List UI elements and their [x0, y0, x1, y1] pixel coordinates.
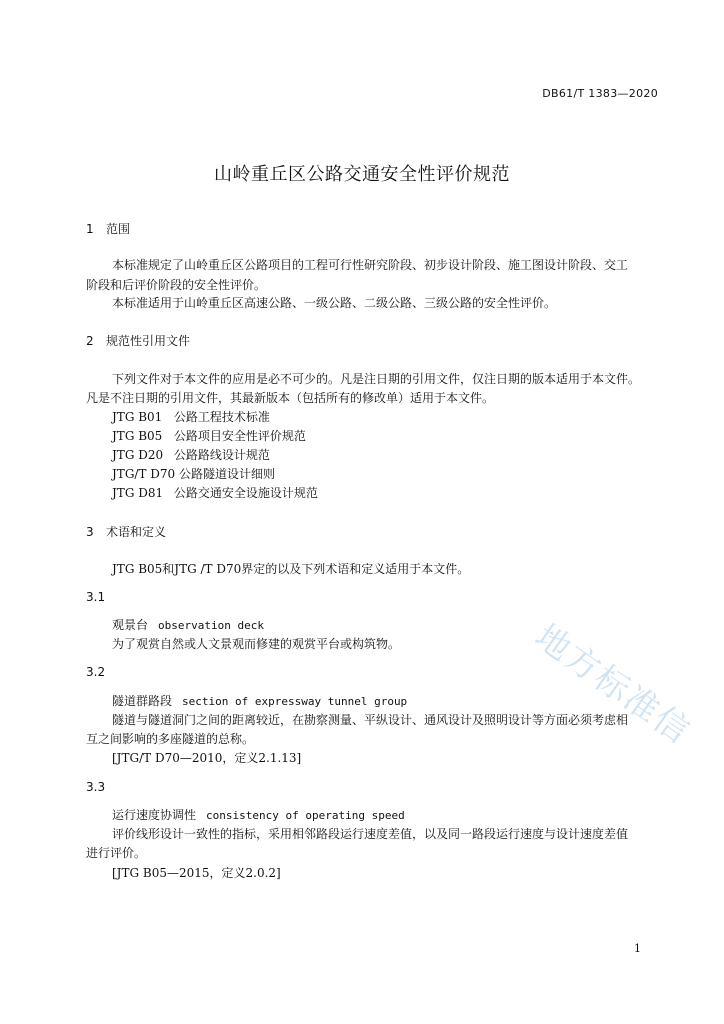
reference-item: [112, 427, 306, 445]
term-heading: [112, 616, 264, 635]
section-heading-terms-definitions: [86, 523, 166, 540]
term-english: consistency of operating speed: [206, 809, 405, 822]
term-definition-line: 互之间影响的多座隧道的总称。: [86, 732, 255, 746]
section-number: 1: [86, 222, 94, 236]
reference-item: [112, 408, 270, 426]
reference-name: 公路交通安全设施设计规范: [173, 486, 318, 500]
reference-item: [112, 465, 275, 483]
reference-item: [112, 446, 270, 464]
paragraph-line: 阶段和后评价阶段的安全性评价。: [86, 278, 267, 292]
section-title: 范围: [106, 222, 131, 236]
paragraph-line: 本标准适用于山岭重丘区高速公路、一级公路、二级公路、三级公路的安全性评价。: [112, 296, 557, 310]
term-heading: [112, 692, 407, 711]
reference-code: JTG D81: [112, 486, 164, 500]
paragraph-line: 下列文件对于本文件的应用是必不可少的。凡是注日期的引用文件，仅注日期的版本适用于本文件。: [112, 372, 641, 386]
term-definition-line: 隧道与隧道洞门之间的距离较近，在勘察测量、平纵设计、通风设计及照明设计等方面必须考虑相: [112, 713, 629, 727]
term-english: observation deck: [158, 619, 264, 632]
section-number: 3: [86, 525, 94, 539]
reference-item: [112, 484, 318, 502]
section-heading-normative-references: [86, 332, 190, 349]
reference-code: JTG/T D70: [112, 467, 176, 481]
document-title: 山岭重丘区公路交通安全性评价规范: [214, 164, 510, 185]
clause-number: 3.2: [86, 665, 106, 679]
section-title: 规范性引用文件: [106, 334, 191, 348]
term-english: section of expressway tunnel group: [182, 695, 408, 708]
term-definition-line: 为了观赏自然或人文景观而修建的观赏平台或构筑物。: [112, 637, 401, 651]
watermark: 地方标准信: [527, 616, 698, 753]
clause-number: 3.3: [86, 780, 106, 794]
reference-name: 公路隧道设计细则: [178, 467, 275, 481]
term-source: [JTG/T D70—2010，定义2.1.13]: [112, 751, 302, 765]
term-definition-line: 进行评价。: [86, 846, 147, 860]
reference-code: JTG B05: [112, 429, 163, 443]
term-chinese: 运行速度协调性: [112, 808, 197, 822]
clause-number: 3.1: [86, 590, 106, 604]
reference-name: 公路路线设计规范: [173, 448, 270, 462]
term-chinese: 隧道群路段: [112, 694, 173, 708]
standard-code: DB61/T 1383—2020: [542, 87, 658, 100]
section-number: 2: [86, 334, 94, 348]
reference-name: 公路工程技术标准: [173, 410, 270, 424]
paragraph-line: 本标准规定了山岭重丘区公路项目的工程可行性研究阶段、初步设计阶段、施工图设计阶段、交工: [112, 258, 629, 272]
paragraph-line: 凡是不注日期的引用文件，其最新版本（包括所有的修改单）适用于本文件。: [86, 391, 495, 405]
term-source: [JTG B05—2015，定义2.0.2]: [112, 866, 281, 880]
section-title: 术语和定义: [106, 525, 167, 539]
term-definition-line: 评价线形设计一致性的指标，采用相邻路段运行速度差值，以及同一路段运行速度与设计速度差值: [112, 827, 629, 841]
reference-name: 公路项目安全性评价规范: [173, 429, 306, 443]
reference-code: JTG D20: [112, 448, 164, 462]
section-heading-scope: [86, 220, 130, 237]
term-heading: [112, 806, 405, 825]
term-chinese: 观景台: [112, 618, 149, 632]
page-number: 1: [634, 942, 641, 955]
reference-code: JTG B01: [112, 410, 163, 424]
terms-intro: JTG B05和JTG /T D70界定的以及下列术语和定义适用于本文件。: [112, 562, 470, 576]
